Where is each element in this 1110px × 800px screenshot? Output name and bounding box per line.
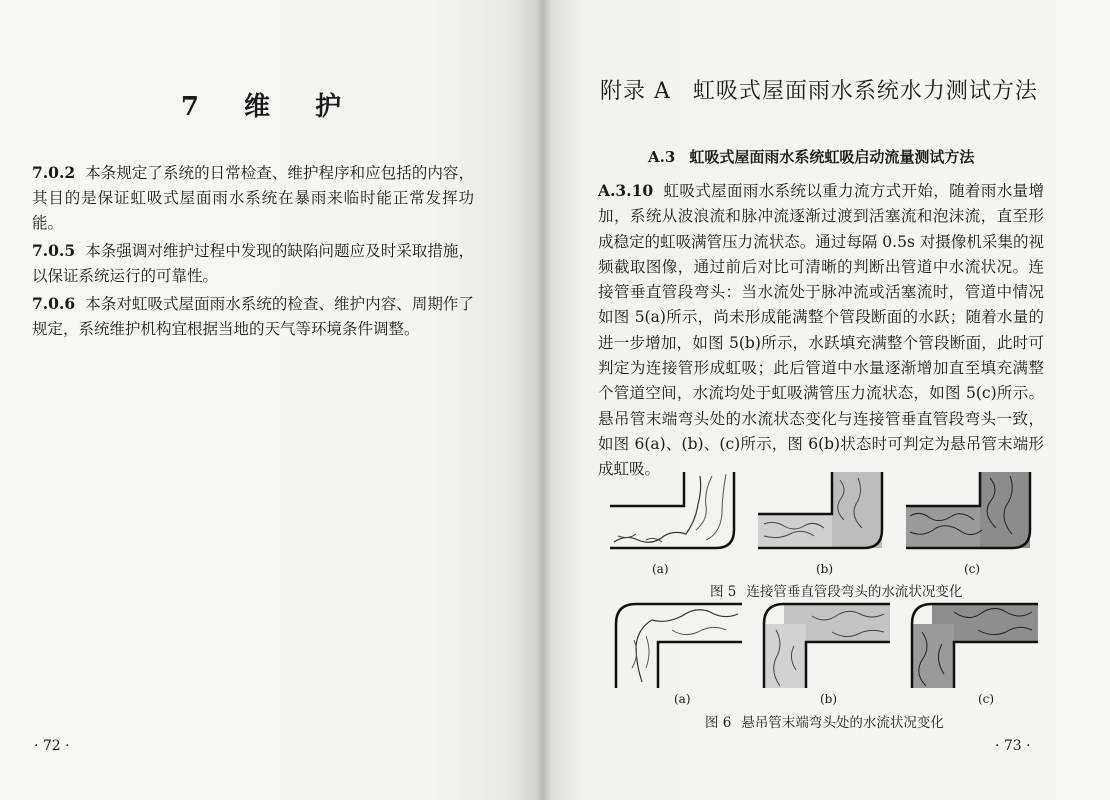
clause-number: 7.0.2: [32, 163, 76, 182]
appendix-title-text: 虹吸式屋面雨水系统水力测试方法: [692, 79, 1038, 104]
section-number: A.3: [648, 148, 676, 166]
caption-number: 图 6: [705, 715, 732, 731]
figure-5-caption: [710, 580, 962, 600]
clause-number: 7.0.5: [32, 241, 76, 260]
clause-number: A.3.10: [598, 181, 654, 200]
figure-5: [606, 470, 1046, 580]
page-number-right: · 73 ·: [995, 738, 1031, 754]
clause-number: 7.0.6: [32, 294, 76, 313]
book-gutter: [536, 0, 550, 800]
caption-number: 图 5: [710, 584, 737, 600]
clause-7-0-6: [32, 291, 474, 342]
sub-label: (b): [820, 692, 838, 706]
appendix-label: 附录 A: [600, 79, 671, 104]
section-title: [648, 146, 1048, 167]
elbow-pipe-image: [902, 600, 1042, 690]
elbow-pipe-image: [606, 470, 746, 560]
sub-label: (a): [674, 692, 691, 706]
elbow-pipe-image: [754, 470, 894, 560]
appendix-title: [600, 74, 1070, 105]
figure-6b: [754, 600, 894, 706]
sub-label: (b): [816, 562, 834, 576]
clause-7-0-2: [32, 160, 474, 236]
chapter-title: 7 维 护: [180, 92, 360, 122]
sub-label: (c): [978, 692, 995, 706]
clause-a-3-10: [598, 178, 1044, 483]
figure-5c: [902, 470, 1042, 576]
elbow-pipe-image: [606, 600, 746, 690]
clause-text: 虹吸式屋面雨水系统以重力流方式开始，随着雨水量增加，系统从波浪流和脉冲流逐渐过渡到活塞流和泡沫流，直至形成稳定的虹吸满管压力流状态。通过每隔 0.5s 对摄像机采集的视频截取图像，通过前后对比可清晰的判断出管道中水流状况。连接管垂直管段弯头：当水流处于脉冲流或活塞流时，管道中情况如图 5(a)所示，尚未形成能满整个管段断面的水跃；随着水量的进一步增加，如图 5(b)所示，水跃填充满整个管段断面，此时可判定为连接管形成虹吸；此后管道中水量逐渐增加直至填充满整个管道空间，水流均处于虹吸满管压力流状态，如图 5(c)所示。悬吊管末端弯头处的水流状态变化与连接管垂直管段弯头一致，如图 6(a)、(b)、(c)所示，图 6(b)状态时可判定为悬吊管末端形成虹吸。: [598, 182, 1044, 479]
section-title-text: 虹吸式屋面雨水系统虹吸启动流量测试方法: [689, 148, 975, 166]
figure-6a: [606, 600, 746, 706]
clause-text: 本条规定了系统的日常检查、维护程序和应包括的内容，其目的是保证虹吸式屋面雨水系统在暴雨来临时能正常发挥功能。: [32, 164, 474, 232]
clause-7-0-5: [32, 238, 474, 289]
figure-5a: [606, 470, 746, 576]
sub-label: (a): [652, 562, 669, 576]
figure-6c: [902, 600, 1042, 706]
elbow-pipe-image: [754, 600, 894, 690]
clause-text: 本条强调对维护过程中发现的缺陷问题应及时采取措施，以保证系统运行的可靠性。: [32, 242, 474, 285]
clause-text: 本条对虹吸式屋面雨水系统的检查、维护内容、周期作了规定，系统维护机构宜根据当地的天气等环境条件调整。: [32, 295, 474, 338]
left-body: [32, 160, 474, 344]
figure-5b: [754, 470, 894, 576]
caption-text: 悬吊管末端弯头处的水流状况变化: [741, 715, 944, 731]
caption-text: 连接管垂直管段弯头的水流状况变化: [746, 584, 963, 600]
sub-label: (c): [964, 562, 981, 576]
figure-6-caption: [705, 711, 944, 731]
figure-6: [606, 600, 1046, 710]
elbow-pipe-image: [902, 470, 1042, 560]
page-number-left: · 72 ·: [34, 738, 70, 754]
